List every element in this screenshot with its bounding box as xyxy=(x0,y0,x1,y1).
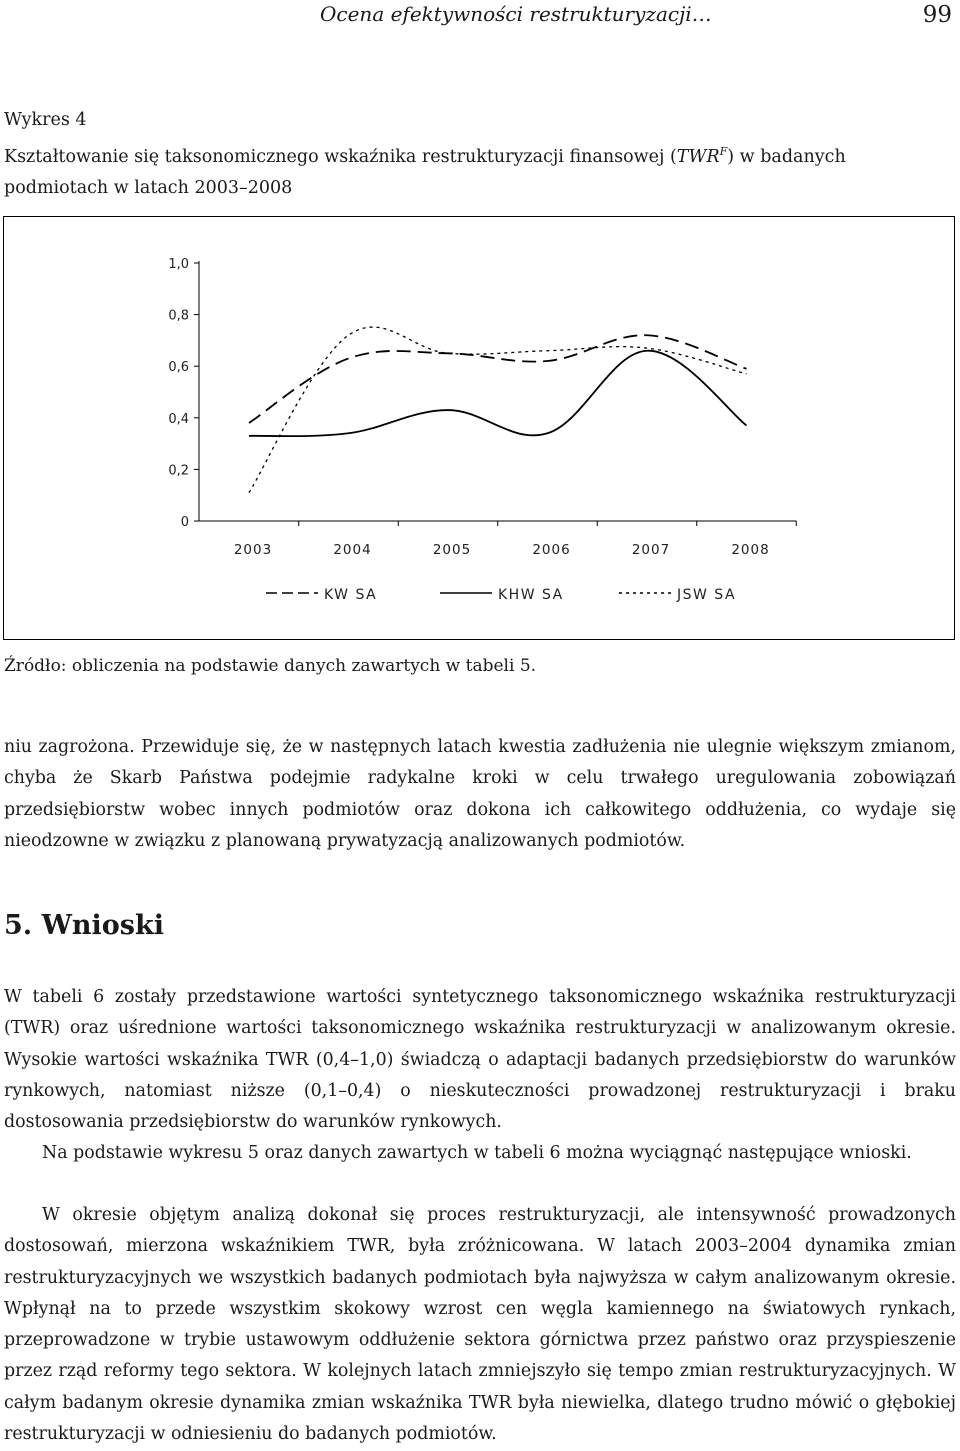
chart-frame xyxy=(3,216,955,640)
x-tick-label: 2003 xyxy=(233,542,273,558)
figure-title xyxy=(4,136,954,204)
caption-symbol: TWR xyxy=(676,146,720,167)
caption-superscript: F xyxy=(719,145,728,158)
figure-caption xyxy=(4,105,954,204)
page-number: 99 xyxy=(922,2,952,28)
paragraph-conclusions-lead: Na podstawie wykresu 5 oraz danych zawartych w tabeli 6 można wyciągnąć następujące wnioski. xyxy=(42,1143,912,1163)
figure-source: Źródło: obliczenia na podstawie danych zawartych w tabeli 5. xyxy=(4,656,537,676)
caption-after: ) w badanych podmiotach w latach 2003–2008 xyxy=(4,146,846,198)
y-tick-label: 0,4 xyxy=(168,411,189,427)
figure-label: Wykres 4 xyxy=(4,110,87,130)
legend-label-jsw-sa: JSW SA xyxy=(677,587,737,603)
y-tick-label: 0 xyxy=(180,515,189,530)
caption-before: Kształtowanie się taksonomicznego wskaźnika restrukturyzacji finansowej ( xyxy=(4,146,677,167)
paragraph-continuation: niu zagrożona. Przewiduje się, że w następnych latach kwestia zadłużenia nie ulegnie większym zmianom, chyba że Skarb Państwa podejmie radykalne kroki w celu trwałego uregulowania zobowiązań przedsiębiorstw wobec innych podmiotów oraz dokona ich całkowitego oddłużenia, co wydaje się nieodzowne w związku z planowaną prywatyzacją analizowanych podmiotów. xyxy=(4,737,956,851)
series-line-kw-sa xyxy=(249,335,747,423)
y-tick-label: 0,2 xyxy=(168,463,189,479)
y-tick-label: 0,6 xyxy=(168,360,189,376)
section-heading: 5. Wnioski xyxy=(4,910,164,941)
line-chart xyxy=(4,217,954,639)
x-tick-label: 2005 xyxy=(432,542,472,558)
x-tick-label: 2006 xyxy=(532,542,571,558)
x-tick-label: 2008 xyxy=(731,542,770,558)
y-tick-label: 1,0 xyxy=(168,257,189,272)
running-title: Ocena efektywności restrukturyzacji… xyxy=(320,2,712,26)
paragraph-conclusions-detail: W okresie objętym analizą dokonał się proces restrukturyzacji, ale intensywność prowadzonych dostosowań, mierzona wskaźnikiem TWR, była zróżnicowana. W latach 2003–2004 dynamika zmian restrukturyzacyjnych we wszystkich badanych podmiotach była najwyższa w całym analizowanym okresie. Wpłynął na to przede wszystkim skokowy wzrost cen węgla kamiennego na światowych rynkach, przeprowadzone w trybie ustawowym oddłużenie sektora górnictwa przez państwo oraz przyspieszenie przez rząd reformy tego sektora. W kolejnych latach zmniejszyło się tempo zmian restrukturyzacyjnych. W całym badanym okresie dynamika zmian wskaźnika TWR była niewielka, dlatego trudno mówić o głębokiej restrukturyzacji w odniesieniu do badanych podmiotów. xyxy=(4,1205,956,1445)
x-tick-label: 2007 xyxy=(631,542,671,558)
x-tick-label: 2004 xyxy=(333,542,372,558)
y-tick-label: 0,8 xyxy=(168,308,189,324)
series-line-khw-sa xyxy=(249,351,747,436)
series-line-jsw-sa xyxy=(249,327,747,493)
legend-label-kw-sa: KW SA xyxy=(324,587,378,603)
paragraph-conclusions-intro: W tabeli 6 zostały przedstawione wartości syntetycznego taksonomicznego wskaźnika restrukturyzacji (TWR) oraz uśrednione wartości taksonomicznego wskaźnika restrukturyzacji w analizowanym okresie. Wysokie wartości wskaźnika TWR (0,4–1,0) świadczą o adaptacji badanych przedsiębiorstw do warunków rynkowych, natomiast niższe (0,1–0,4) o nieskuteczności prowadzonej restrukturyzacji i braku dostosowania przedsiębiorstw do warunków rynkowych. xyxy=(4,987,956,1133)
legend-label-khw-sa: KHW SA xyxy=(498,587,564,603)
